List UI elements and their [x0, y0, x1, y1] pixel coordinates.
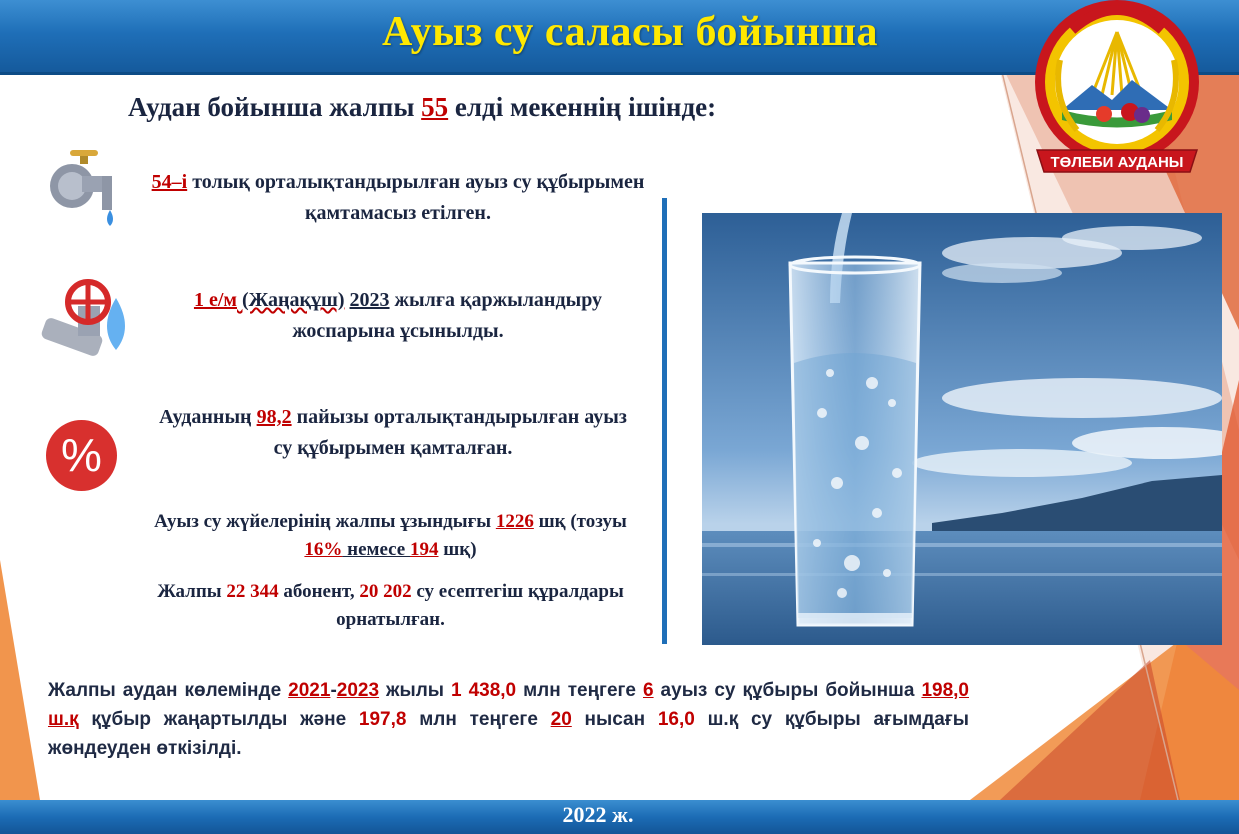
item2-number: 1 е/м — [193, 289, 237, 311]
subtitle-number: 55 — [421, 92, 449, 122]
para-dash: - — [330, 680, 337, 701]
page-title: Ауыз су саласы бойынша — [381, 9, 879, 55]
valve-icon — [38, 276, 134, 366]
item5-text — [148, 578, 633, 634]
para-text-1: Жалпы аудан көлемінде — [48, 680, 289, 701]
vertical-divider — [662, 198, 667, 644]
para-amount-2: 197,8 — [358, 709, 407, 730]
item3-text — [148, 402, 638, 464]
para-count-2: 20 — [550, 709, 572, 730]
emblem-icon — [1032, 0, 1202, 178]
item3-prefix: Ауданның — [159, 406, 257, 428]
item1-description: толық орталықтандырылған ауыз су құбырымен қамтамасыз етілген. — [187, 171, 645, 224]
subtitle — [128, 92, 716, 123]
para-km-1: 198,0 ш.қ — [48, 680, 969, 730]
item4-end: шқ) — [438, 539, 477, 560]
water-glass-photo — [702, 213, 1222, 645]
subtitle-before: Аудан бойынша жалпы — [128, 92, 422, 122]
percent-icon — [46, 420, 117, 491]
item4-prefix: Ауыз су жүйелерінің жалпы ұзындығы — [154, 511, 496, 532]
item4-wear-km: 194 — [410, 539, 439, 560]
item2-text — [148, 285, 648, 347]
item5-meters: 20 202 — [359, 581, 412, 602]
para-year-end: 2023 — [336, 680, 380, 701]
item2-year: 2023 — [349, 289, 390, 311]
faucet-icon — [46, 148, 122, 228]
item4-text — [148, 508, 633, 564]
item4-wear-percent: 16% — [304, 539, 343, 560]
item5-subscribers: 22 344 — [226, 581, 279, 602]
para-text-5: құбыр жаңартылды және — [78, 709, 359, 730]
para-text-4: ауыз су құбыры бойынша — [653, 680, 922, 701]
para-text-8: ш.қ су құбыры ағымдағы жөндеуден өткізілді. — [48, 709, 969, 759]
logo-ribbon-text: ТӨЛЕБИ АУДАНЫ — [1050, 154, 1184, 171]
para-year-start: 2021 — [288, 680, 331, 701]
footer-year: 2022 ж. — [562, 802, 634, 827]
item2-place: (Жаңақұш) — [237, 289, 345, 311]
percent-symbol: % — [61, 429, 102, 481]
item4-length: 1226 — [495, 511, 534, 532]
subtitle-after: елді мекеннің ішінде: — [448, 92, 717, 122]
item5-prefix: Жалпы — [157, 581, 227, 602]
item4-mid1: шқ (тозуы — [533, 511, 627, 532]
item1-number: 54–і — [151, 171, 188, 193]
item5-mid: абонент, — [278, 581, 360, 602]
district-logo — [1032, 0, 1202, 178]
para-km-2: 16,0 — [657, 709, 695, 730]
item1-text — [148, 167, 648, 229]
para-text-3: млн теңгеге — [516, 680, 643, 701]
summary-paragraph — [48, 676, 969, 763]
item3-number: 98,2 — [256, 406, 292, 428]
para-text-6: млн теңгеге — [406, 709, 551, 730]
para-count-1: 6 — [643, 680, 654, 701]
item3-description: пайызы орталықтандырылған ауыз су құбырымен қамталған. — [273, 406, 627, 459]
item4-mid2: немесе — [342, 539, 410, 560]
item2-description: жылға қаржыландыру жоспарына ұсынылды. — [292, 289, 603, 342]
item5-end: су есептегіш құралдары орнатылған. — [336, 581, 624, 630]
para-amount-1: 1 438,0 — [451, 680, 517, 701]
para-text-7: нысан — [571, 709, 658, 730]
para-text-2: жылы — [379, 680, 452, 701]
